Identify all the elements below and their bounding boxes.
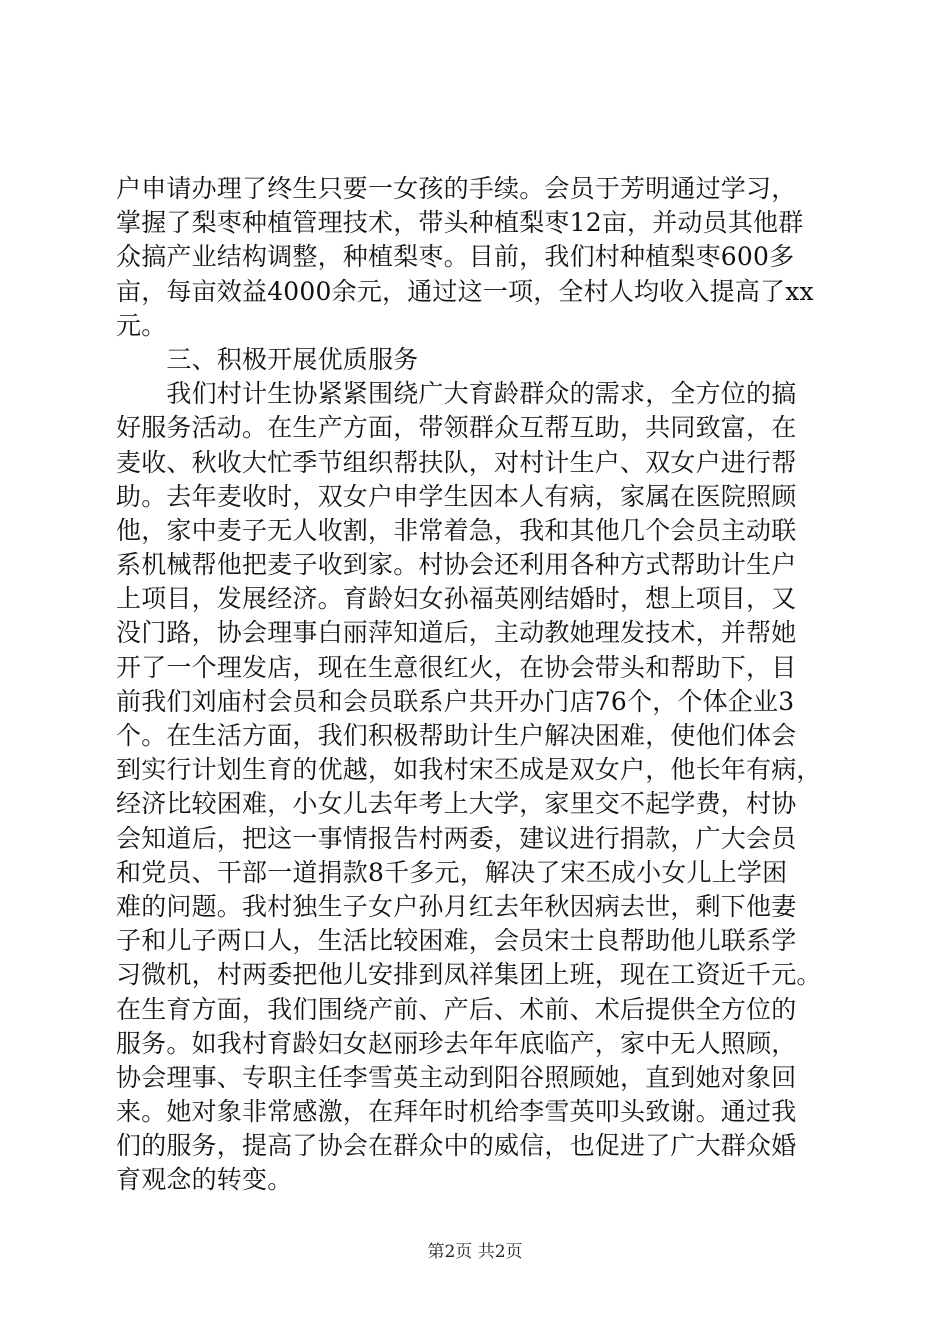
text-line: 子和儿子两口人，生活比较困难，会员宋士良帮助他儿联系学 [116, 926, 797, 956]
body-text [116, 172, 836, 1198]
text-line: 和党员、干部一道捐款8千多元，解决了宋丕成小女儿上学困 [116, 857, 788, 887]
text-line: 上项目，发展经济。育龄妇女孙福英刚结婚时，想上项目，又 [116, 584, 797, 614]
text-line: 服务。如我村育龄妇女赵丽珍去年年底临产，家中无人照顾， [116, 1028, 797, 1058]
page-number-footer: 第2页 共2页 [427, 1242, 523, 1262]
text-line: 助。去年麦收时，双女户申学生因本人有病，家属在医院照顾 [116, 481, 797, 511]
text-line: 众搞产业结构调整，种植梨枣。目前，我们村种植梨枣600多 [116, 242, 795, 272]
text-line: 开了一个理发店，现在生意很红火，在协会带头和帮助下，目 [116, 652, 797, 682]
text-line: 亩，每亩效益4000余元，通过这一项，全村人均收入提高了xx [116, 276, 814, 306]
text-line: 我们村计生协紧紧围绕广大育龄群众的需求，全方位的搞 [116, 379, 797, 409]
text-line: 好服务活动。在生产方面，带领群众互帮互助，共同致富，在 [116, 413, 797, 443]
text-line: 麦收、秋收大忙季节组织帮扶队，对村计生户、双女户进行帮 [116, 447, 797, 477]
text-line: 习微机，村两委把他儿安排到凤祥集团上班，现在工资近千元。 [116, 960, 822, 990]
text-line: 个。在生活方面，我们积极帮助计生户解决困难，使他们体会 [116, 721, 797, 750]
text-line: 掌握了梨枣种植管理技术，带头种植梨枣12亩，并动员其他群 [116, 208, 804, 238]
text-line: 他，家中麦子无人收割，非常着急，我和其他几个会员主动联 [116, 515, 797, 545]
text-line: 难的问题。我村独生子女户孙月红去年秋因病去世，剩下他妻 [116, 891, 797, 921]
text-line: 户申请办理了终生只要一女孩的手续。会员于芳明通过学习， [116, 174, 797, 203]
section-heading: 三、积极开展优质服务 [116, 344, 419, 374]
text-line: 系机械帮他把麦子收到家。村协会还利用各种方式帮助计生户 [116, 550, 797, 580]
text-line: 到实行计划生育的优越，如我村宋丕成是双女户，他长年有病， [116, 755, 822, 785]
text-line: 育观念的转变。 [116, 1165, 293, 1195]
text-line: 经济比较困难，小女儿去年考上大学，家里交不起学费，村协 [116, 789, 797, 819]
text-line: 在生育方面，我们围绕产前、产后、术前、术后提供全方位的 [116, 994, 797, 1024]
text-line: 来。她对象非常感激，在拜年时机给李雪英叩头致谢。通过我 [116, 1097, 797, 1127]
text-line: 前我们刘庙村会员和会员联系户共开办门店76个，个体企业3 [116, 686, 795, 716]
text-line: 会知道后，把这一事情报告村两委，建议进行捐款，广大会员 [116, 823, 797, 853]
text-line: 们的服务，提高了协会在群众中的威信，也促进了广大群众婚 [116, 1131, 797, 1161]
text-line: 协会理事、专职主任李雪英主动到阳谷照顾她，直到她对象回 [116, 1062, 797, 1092]
text-line: 元。 [116, 310, 167, 340]
text-line: 没门路，协会理事白丽萍知道后，主动教她理发技术，并帮她 [116, 618, 797, 648]
